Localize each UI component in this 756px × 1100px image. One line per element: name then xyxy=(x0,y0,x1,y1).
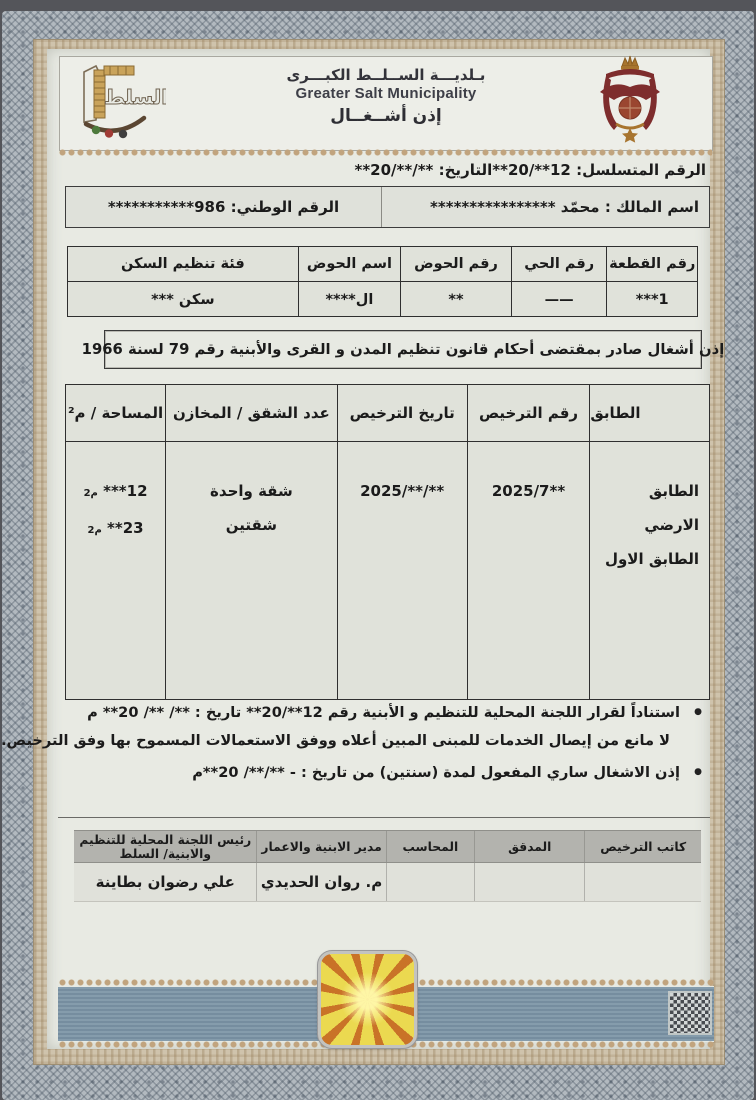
license-clerk-header: كاتب الترخيص xyxy=(584,831,701,862)
floor-ground: الطابق الارضي xyxy=(644,482,699,534)
basin-name-value: ال**** xyxy=(298,282,401,317)
floors-table-body-row xyxy=(66,442,709,700)
note-services-clearance: لا مانع من إيصال الخدمات للمبنى المبين أعلاه ووفق الاستعمالات المسموح بها وفق الترخيص. xyxy=(1,731,670,749)
license-date-cell xyxy=(337,442,467,700)
units-header: عدد الشقق / المخازن xyxy=(165,385,337,441)
serial-date-row xyxy=(65,158,710,182)
permit-type-title: إذن أشــغــال xyxy=(330,105,442,126)
qr-code xyxy=(668,991,712,1035)
floor-first: الطابق الاول xyxy=(604,550,699,568)
municipality-name-english: Greater Salt Municipality xyxy=(295,84,477,102)
salt-municipality-logo-icon xyxy=(66,58,166,148)
jordan-coat-of-arms-icon xyxy=(592,54,668,148)
floors-table-header-row xyxy=(66,385,709,442)
accountant-header: المحاسب xyxy=(386,831,474,862)
buildings-director-name: م. روان الحديدي xyxy=(256,863,385,901)
plot-number-header: رقم القطعة xyxy=(606,247,697,281)
national-id-value: 986*********** xyxy=(107,198,226,216)
license-number-cell xyxy=(467,442,590,700)
area-unit-1: م2 xyxy=(83,488,98,499)
note-committee-decision: ● استناداً لقرار اللجنة المحلية للتنظيم و الأبنية رقم 12**/20** تاريخ : **/ **/ 20** م xyxy=(56,706,706,721)
license-date-header: تاريخ الترخيص xyxy=(337,385,467,441)
buildings-director-header: مدير الابنية والاعمار xyxy=(256,831,385,862)
committee-head-header: رئيس اللجنة المحلية للتنظيم والابنية/ السلط xyxy=(79,832,252,861)
district-number-header: رقم الحي xyxy=(511,247,607,281)
accountant-name xyxy=(386,863,474,901)
signature-header-row xyxy=(74,830,701,863)
floor-header: الطابق xyxy=(589,385,709,441)
serial-number xyxy=(492,161,706,179)
units-cell xyxy=(165,442,337,700)
plot-table-header-row xyxy=(68,247,697,282)
legal-statement-box xyxy=(81,330,725,369)
svg-text:السلط: السلط xyxy=(103,85,166,109)
legal-statement-text: إذن أشغال صادر بمقتضى أحكام قانون تنظيم المدن و القرى والأبنية رقم 79 لسنة 1966 xyxy=(81,341,725,358)
license-number-value: 2025/7** xyxy=(491,482,566,500)
license-date-value: 2025/**/** xyxy=(360,482,445,500)
owner-label: اسم المالك : xyxy=(604,198,699,216)
license-number-header: رقم الترخيص xyxy=(467,385,590,441)
owner-box xyxy=(65,186,710,228)
national-id-label: الرقم الوطني: xyxy=(230,198,340,216)
signature-divider-line xyxy=(58,817,710,818)
owner-value: محمّد **************** xyxy=(430,198,600,216)
note-validity-period: ● إذن الاشغال ساري المفعول لمدة (سنتين) من تاريخ : - **/**/ 20**م xyxy=(56,766,706,781)
plot-table-value-row xyxy=(68,282,697,317)
area-cell xyxy=(66,442,165,700)
header-scallop-divider xyxy=(58,149,712,156)
zoning-category-value: سكن *** xyxy=(151,291,215,308)
issue-date xyxy=(354,161,492,179)
floors-table xyxy=(65,384,710,700)
area-value-1: 12*** xyxy=(103,482,148,500)
national-id xyxy=(66,198,381,216)
basin-number-header: رقم الحوض xyxy=(400,247,511,281)
serial-value: 12**/20** xyxy=(492,161,571,179)
units-line-2: شقتين xyxy=(225,516,278,534)
plot-table xyxy=(67,246,698,317)
municipality-name-arabic: بـلديـــة الســلــط الكبـــرى xyxy=(286,66,486,84)
units-line-1: شقة واحدة xyxy=(210,482,293,500)
area-header: المساحة / م² xyxy=(67,404,164,422)
basin-name-header: اسم الحوض xyxy=(298,247,401,281)
serial-label: الرقم المتسلسل: xyxy=(576,161,706,179)
auditor-name xyxy=(474,863,584,901)
floor-cell xyxy=(589,442,709,700)
auditor-header: المدقق xyxy=(474,831,584,862)
area-value-2: 23** xyxy=(107,519,144,537)
owner-name xyxy=(381,187,709,227)
district-number-value: —— xyxy=(511,282,607,317)
area-line-1 xyxy=(84,474,148,511)
area-unit-2: م2 xyxy=(87,525,102,536)
date-label: التاريخ: xyxy=(438,161,493,179)
date-value: **/**/20** xyxy=(354,161,434,179)
area-line-2 xyxy=(84,511,148,548)
signature-table xyxy=(74,830,701,902)
committee-head-name: علي رضوان بطاينة xyxy=(95,873,235,891)
plot-number-value: 1*** xyxy=(606,282,697,317)
notes-section xyxy=(1,704,706,794)
hologram-stamp-icon xyxy=(318,951,417,1048)
license-clerk-name xyxy=(584,863,701,901)
basin-number-value: ** xyxy=(400,282,511,317)
zoning-category-header: فئة تنظيم السكن xyxy=(120,256,245,272)
signature-names-row xyxy=(74,863,701,902)
